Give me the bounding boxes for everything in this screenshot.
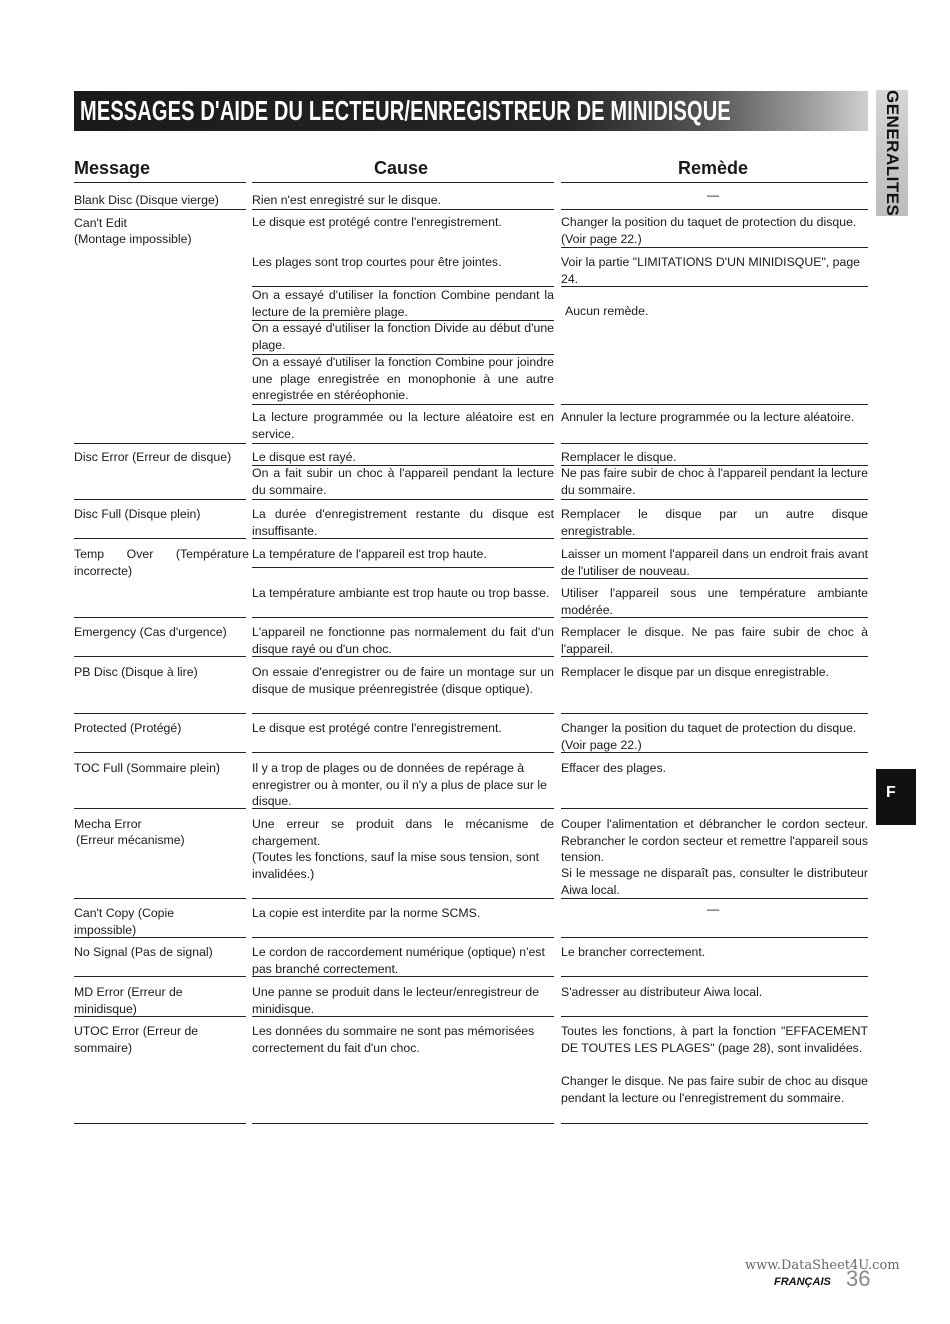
remedy-cell: Voir la partie "LIMITATIONS D'UN MINIDISQUE", page 24. — [561, 255, 860, 286]
message-cell: Blank Disc (Disque vierge) — [74, 193, 219, 207]
cause-cell: L'appareil ne fonctionne pas normalement du fait d'un disque rayé ou d'un choc. — [252, 625, 554, 656]
rule — [561, 247, 868, 248]
rule — [561, 713, 868, 714]
rule — [252, 567, 554, 568]
rule — [74, 1123, 246, 1124]
rule — [74, 209, 246, 210]
rule — [561, 752, 868, 753]
remedy-cell: Aucun remède. — [565, 304, 649, 318]
cause-cell: Les données du sommaire ne sont pas mémorisées correctement du fait d'un choc. — [252, 1024, 535, 1055]
rule — [561, 499, 868, 500]
remedy-cell: — — [707, 902, 720, 916]
cause-cell: On essaie d'enregistrer ou de faire un montage sur un disque de musique préenregistrée (disque optique). — [252, 665, 554, 696]
rule — [74, 937, 246, 938]
message-cell: Temp Over (Température incorrecte) — [74, 547, 249, 578]
rule — [561, 656, 868, 657]
rule — [252, 182, 554, 183]
header-message: Message — [74, 158, 151, 178]
cause-cell: Une panne se produit dans le lecteur/enregistreur de minidisque. — [252, 985, 540, 1016]
rule — [252, 617, 554, 618]
rule — [74, 752, 246, 753]
rule — [252, 656, 554, 657]
rule — [252, 404, 554, 405]
message-cell: Can't Copy (Copie impossible) — [74, 906, 175, 937]
rule — [561, 443, 868, 444]
section-tab-label: GENERALITES — [883, 90, 902, 217]
cause-cell: Le cordon de raccordement numérique (optique) n'est pas branché correctement. — [252, 945, 545, 976]
message-cell: Disc Full (Disque plein) — [74, 507, 201, 521]
cause-cell: La température de l'appareil est trop haute. — [252, 547, 487, 561]
remedy-cell: Effacer des plages. — [561, 761, 667, 775]
rule — [561, 808, 868, 809]
cause-cell: Le disque est protégé contre l'enregistrement. — [252, 721, 502, 735]
language-badge: F — [876, 769, 916, 825]
rule — [252, 752, 554, 753]
remedy-cell: Changer la position du taquet de protection du disque. (Voir page 22.) — [561, 721, 857, 752]
remedy-cell: Laisser un moment l'appareil dans un endroit frais avant de l'utiliser de nouveau. — [561, 547, 868, 578]
rule — [561, 286, 868, 287]
page-title: MESSAGES D'AIDE DU LECTEUR/ENREGISTREUR DE MINIDISQUE — [80, 95, 731, 126]
rule — [74, 499, 246, 500]
cause-cell: Rien n'est enregistré sur le disque. — [252, 193, 441, 207]
remedy-cell: Annuler la lecture programmée ou la lecture aléatoire. — [561, 410, 855, 424]
cause-cell: Les plages sont trop courtes pour être jointes. — [252, 255, 502, 269]
rule — [74, 898, 246, 899]
rule — [252, 538, 554, 539]
page-number: 36 — [846, 1266, 871, 1291]
rule — [561, 182, 868, 183]
remedy-cell: Remplacer le disque par un autre disque enregistrable. — [561, 507, 868, 538]
rule — [74, 182, 246, 183]
rule — [74, 1016, 246, 1017]
remedy-cell: — — [707, 188, 720, 202]
remedy-cell: Utiliser l'appareil sous une température ambiante modérée. — [561, 586, 868, 617]
rule — [561, 898, 868, 899]
remedy-cell: Couper l'alimentation et débrancher le cordon secteur. Rebrancher le cordon secteur et remettre l'appareil sous tension. — [561, 817, 868, 864]
source-watermark: www.DataSheet4U.com — [745, 1258, 900, 1273]
cause-cell: La copie est interdite par la norme SCMS. — [252, 906, 481, 920]
rule — [561, 209, 868, 210]
rule — [561, 937, 868, 938]
rule — [74, 538, 246, 539]
cause-cell: Il y a trop de plages ou de données de repérage à enregistrer ou à monter, ou il n'y a plus de place sur le disque. — [252, 761, 547, 808]
cause-cell: (Toutes les fonctions, sauf la mise sous tension, sont invalidées.) — [252, 850, 540, 881]
header-cause: Cause — [374, 158, 429, 178]
rule — [252, 808, 554, 809]
message-cell: TOC Full (Sommaire plein) — [74, 761, 221, 775]
remedy-cell: Si le message ne disparaît pas, consulter le distributeur Aiwa local. — [561, 866, 868, 897]
rule — [74, 976, 246, 977]
rule — [561, 404, 868, 405]
cause-cell: Le disque est rayé. — [252, 450, 356, 464]
rule — [74, 656, 246, 657]
remedy-cell: Le brancher correctement. — [561, 945, 706, 959]
message-cell: Disc Error (Erreur de disque) — [74, 450, 232, 464]
rule — [252, 1016, 554, 1017]
rule — [74, 443, 246, 444]
message-cell: UTOC Error (Erreur de sommaire) — [74, 1024, 199, 1055]
remedy-cell: Remplacer le disque par un disque enregistrable. — [561, 665, 829, 679]
page-title-banner — [74, 91, 868, 131]
rule — [74, 617, 246, 618]
rule — [561, 538, 868, 539]
rule — [252, 1123, 554, 1124]
rule — [252, 209, 554, 210]
rule — [252, 937, 554, 938]
rule — [561, 1123, 868, 1124]
rule — [74, 713, 246, 714]
remedy-cell: Changer le disque. Ne pas faire subir de choc au disque pendant la lecture ou l'enregistrement du sommaire. — [561, 1074, 868, 1105]
rule — [561, 976, 868, 977]
cause-cell: On a essayé d'utiliser la fonction Divide au début d'une plage. — [252, 321, 554, 352]
cause-cell: On a fait subir un choc à l'appareil pendant la lecture du sommaire. — [252, 466, 554, 497]
message-cell: Can't Edit — [74, 216, 127, 230]
section-tab — [876, 90, 908, 216]
cause-cell: Le disque est protégé contre l'enregistrement. — [252, 215, 502, 229]
rule — [561, 617, 868, 618]
rule — [252, 443, 554, 444]
cause-cell: La lecture programmée ou la lecture aléatoire est en service. — [252, 410, 554, 441]
rule — [74, 808, 246, 809]
remedy-cell: Remplacer le disque. Ne pas faire subir de choc à l'appareil. — [561, 625, 868, 656]
message-cell: (Montage impossible) — [74, 232, 192, 246]
rule — [252, 713, 554, 714]
cause-cell: La durée d'enregistrement restante du disque est insuffisante. — [252, 507, 554, 538]
cause-cell: Une erreur se produit dans le mécanisme de chargement. — [252, 817, 554, 848]
rule — [252, 898, 554, 899]
rule — [561, 578, 868, 579]
remedy-cell: Remplacer le disque. — [561, 450, 677, 464]
footer-language: FRANÇAIS — [774, 1276, 831, 1288]
message-cell: Emergency (Cas d'urgence) — [74, 625, 227, 639]
remedy-cell: S'adresser au distributeur Aiwa local. — [561, 985, 763, 999]
rule — [252, 976, 554, 977]
remedy-cell: Changer la position du taquet de protection du disque. (Voir page 22.) — [561, 215, 857, 246]
message-cell: Mecha Error — [74, 817, 142, 831]
message-cell: PB Disc (Disque à lire) — [74, 665, 198, 679]
rule — [561, 1016, 868, 1017]
cause-cell: La température ambiante est trop haute ou trop basse. — [252, 586, 550, 600]
message-cell: No Signal (Pas de signal) — [74, 945, 213, 959]
remedy-cell: Toutes les fonctions, à part la fonction "EFFACEMENT DE TOUTES LES PLAGES" (page 28), sont invalidées. — [561, 1024, 868, 1055]
message-cell: MD Error (Erreur de minidisque) — [74, 985, 183, 1016]
cause-cell: On a essayé d'utiliser la fonction Combine pendant la lecture de la première plage. — [252, 288, 554, 319]
cause-cell: On a essayé d'utiliser la fonction Combine pour joindre une plage enregistrée en monophonie à une autre enregistrée en stéréophonie. — [252, 355, 554, 402]
message-cell: (Erreur mécanisme) — [76, 833, 185, 847]
message-cell: Protected (Protégé) — [74, 721, 182, 735]
rule — [252, 499, 554, 500]
remedy-cell: Ne pas faire subir de choc à l'appareil pendant la lecture du sommaire. — [561, 466, 868, 497]
header-remedy: Remède — [678, 158, 749, 178]
